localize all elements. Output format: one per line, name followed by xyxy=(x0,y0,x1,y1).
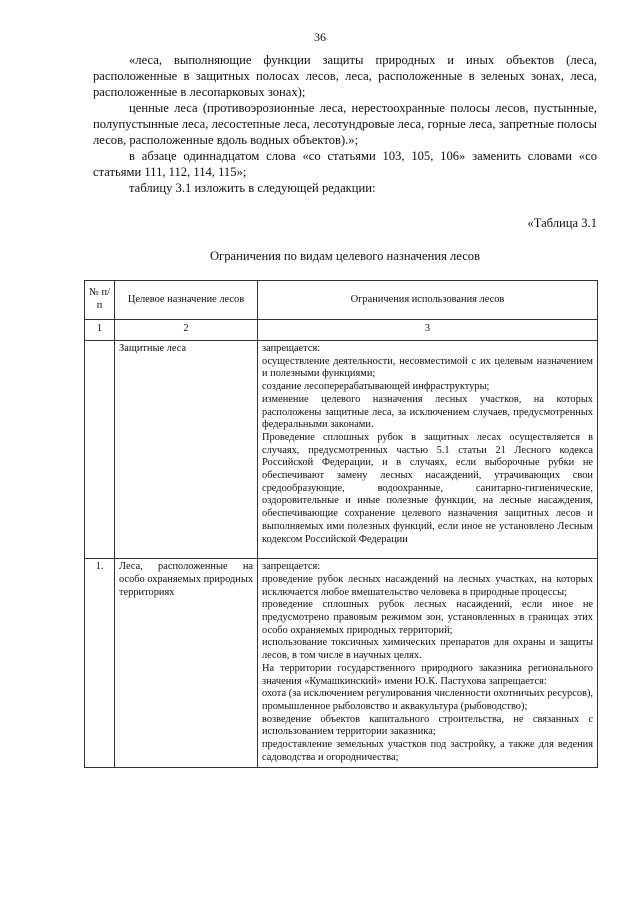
restriction-line: охота (за исключением регулирования численности охотничьих ресурсов), промышленное рыболовство и аквакультура (рыбоводство); xyxy=(262,688,593,712)
paragraph-articles-replace: в абзаце одиннадцатом слова «со статьями 103, 105, 106» заменить словами «со статьями 111, 112, 114, 115»; xyxy=(93,149,597,179)
paragraph-valuable-forests: ценные леса (противоэрозионные леса, нерестоохранные полосы лесов, пустынные, полупустынные леса, лесостепные леса, лесотундровые леса, горные леса, запретные полосы лесов, расположенные вдоль водных объектов).»; xyxy=(93,101,597,147)
table-row xyxy=(85,341,598,559)
row-number xyxy=(85,341,115,559)
row-purpose: Защитные леса xyxy=(115,341,258,559)
page-number: 36 xyxy=(314,30,326,44)
restriction-line: использование токсичных химических препаратов для охраны и защиты лесов, в том числе в научных целях. xyxy=(262,637,593,662)
row-purpose: Леса, расположенные на особо охраняемых природных территориях xyxy=(115,559,258,767)
body-text xyxy=(93,52,597,196)
header-purpose: Целевое назначение лесов xyxy=(115,281,258,320)
table-column-numbers-row xyxy=(85,320,598,341)
restrictions-table xyxy=(84,280,598,768)
table-title: Ограничения по видам целевого назначения лесов xyxy=(209,249,481,263)
table-label: «Таблица 3.1 xyxy=(527,216,597,230)
column-number-3: 3 xyxy=(258,320,598,341)
header-number: № п/п xyxy=(85,281,115,320)
restriction-line: На территории государственного природного заказника регионального значения «Кумашкинский» имени Ю.К. Пастухова запрещается: xyxy=(262,662,593,687)
restriction-line: создание лесоперерабатывающей инфраструктуры; xyxy=(262,381,490,393)
restriction-line: возведение объектов капитального строительства, не связанных с использованием территории заказника; xyxy=(262,713,593,738)
restriction-line: запрещается: xyxy=(262,343,321,354)
column-number-1: 1 xyxy=(85,320,115,341)
paragraph-table-intro: таблицу 3.1 изложить в следующей редакции: xyxy=(129,181,376,195)
restriction-line: проведение сплошных рубок лесных насаждений, если иное не предусмотрено правовым режимом зон, установленных в границах этих особо охраняемых природных территорий; xyxy=(262,599,593,636)
column-number-2: 2 xyxy=(115,320,258,341)
header-restrictions: Ограничения использования лесов xyxy=(258,281,598,320)
restriction-line: изменение целевого назначения лесных участков, на которых расположены защитные леса, за исключением случаев, предусмотренных федеральными законами. xyxy=(262,393,593,431)
restriction-line: запрещается: xyxy=(262,561,321,573)
restriction-line: проведение рубок лесных насаждений на лесных участках, на которых исключается любое вмешательство человека в природные процессы; xyxy=(262,573,593,598)
paragraph-forests-protection: «леса, выполняющие функции защиты природных и иных объектов (леса, расположенные в защитных полосах лесов, леса, расположенные в зеленых зонах, леса, расположенные в лесопарковых зонах); xyxy=(93,53,597,99)
row-number: 1. xyxy=(85,559,115,767)
restriction-line: предоставление земельных участков под застройку, а также для ведения садоводства и огородничества; xyxy=(262,739,593,763)
row-restrictions xyxy=(258,341,598,559)
row-restrictions xyxy=(258,559,598,767)
table-header-row xyxy=(85,281,598,320)
restriction-line: Проведение сплошных рубок в защитных лесах осуществляется в случаях, предусмотренных частью 5.1 статьи 21 Лесного кодекса Российской Федерации, и в случаях, если выборочные рубки не обеспечивают замену лесных насаждений, утрачивающих свои средообразующие, водоохранные, санитарно-гигиенические, оздоровительные и иные полезные функции, на лесные насаждения, обеспечивающие сохранение целевого назначения защитных лесов и выполняемых ими полезных функций, если иное не установлено Лесным кодексом Российской Федерации xyxy=(262,431,593,545)
table-row xyxy=(85,559,598,767)
restriction-line: осуществление деятельности, несовместимой с их целевым назначением и полезными функциями; xyxy=(262,355,593,380)
